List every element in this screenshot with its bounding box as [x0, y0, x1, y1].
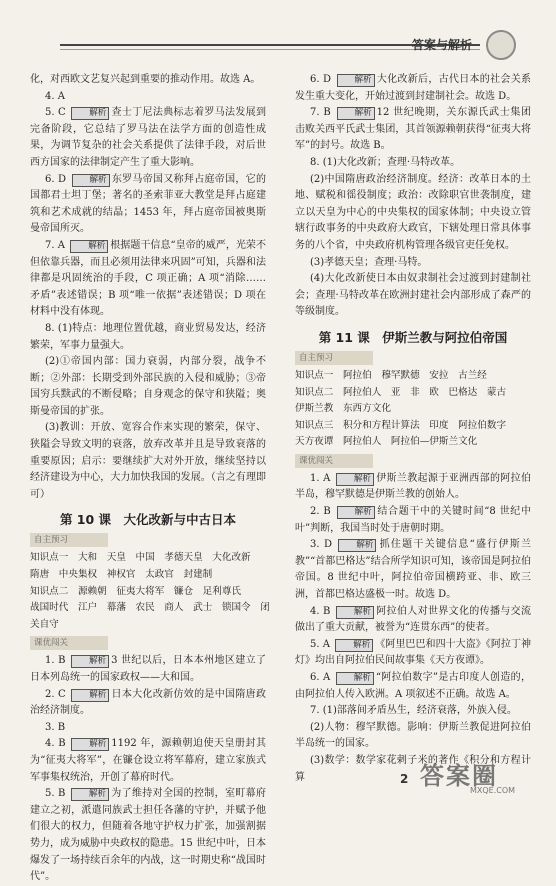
answer	[295, 105, 531, 155]
answer-number: 4. B	[310, 605, 331, 617]
answer-number: 6. A	[310, 672, 331, 683]
analysis-tag: 解析	[337, 74, 375, 87]
header-title: 答案与解析	[412, 38, 473, 52]
analysis-tag: 解析	[71, 689, 109, 702]
answer	[30, 238, 266, 321]
analysis-text: 《阿里巴巴和四十大盗》《阿拉丁神灯》均出自阿拉伯民间故事集《天方夜谭》。	[295, 638, 531, 667]
answer	[30, 687, 266, 720]
section-label: 课优闯关	[295, 454, 373, 468]
header-emblem-icon	[486, 30, 516, 60]
knowledge-point: 知识点二 阿拉伯人 亚 非 欧 巴格达 蒙古	[295, 386, 507, 398]
watermark-url: MXQE.COM	[470, 786, 516, 795]
answer-number: 3. D	[310, 539, 332, 551]
lesson-title: 第 10 课 大化改新与中古日本	[59, 512, 237, 528]
answer-number: 6. D	[310, 74, 332, 85]
analysis-tag: 解析	[337, 506, 375, 519]
analysis-text: 抓住题干关键信息“盛行伊斯兰教”“首都巴格达”结合所学知识可知，该帝国是阿拉伯帝国。8 世纪中叶，阿拉伯帝国横跨亚、非、欧三洲，首都巴格达盛极一时。故选 D。	[295, 539, 531, 601]
answer	[30, 105, 266, 171]
answer: (3)孝德天皇；查理·马特。	[310, 256, 428, 268]
answer	[30, 786, 266, 886]
answer: 7. (1)部落间矛盾丛生，经济衰落，外族入侵。	[310, 705, 517, 717]
answer-number: 1. B	[45, 655, 66, 667]
knowledge-point: 关自守	[30, 618, 59, 630]
section-label: 课优闯关	[30, 636, 108, 650]
analysis-text: 阿拉伯人对世界文化的传播与交流做出了重大贡献，被誉为“连贯东西”的使者。	[295, 605, 531, 634]
answer-number: 5. A	[310, 638, 330, 650]
analysis-text: 大化改新后，古代日本的社会关系发生重大变化，开始过渡到封建制社会。故选 D。	[295, 74, 531, 102]
knowledge-point: 战国时代 江户 幕藩 农民 商人 武士 锁国令 闭	[30, 602, 270, 614]
analysis-text: 根据题干信息“皇帝的威严，光荣不但依靠兵器，而且必须用法律来巩固”可知，兵器和法律都是巩固统治的手段，C 项正确；A 项“消除……矛盾”表述错误；B 项“唯一依据”表述错误；D 项在材料中没有体现。	[30, 239, 266, 318]
analysis-text: 日本大化改新仿效的是中国隋唐政治经济制度。	[30, 688, 267, 717]
answer-number: 6. D	[45, 173, 67, 185]
analysis-text: 结合题干中的关键时间“8 世纪中叶”判断，我国当时处于唐朝时期。	[295, 506, 531, 534]
analysis-tag: 解析	[336, 473, 374, 486]
answer: (4)大化改新使日本由奴隶制社会过渡到封建制社会；查理·马特改革在欧洲封建社会内部形成了森严的等级制度。	[295, 273, 531, 318]
answer	[295, 537, 531, 603]
knowledge-point: 知识点一 阿拉伯 穆罕默德 安拉 古兰经	[295, 369, 487, 381]
answer	[295, 504, 531, 537]
answer: (3)教训：开放、宽容合作来实现的繁荣，保守、狭隘会导致文明的衰落，放弃改革并且是导致衰落的重要原因；启示：要继续扩大对外开放，继续坚持以经济建设为中心，大力加快我国的发展。（言之有理即可）	[30, 422, 266, 500]
knowledge-point: 知识点三 积分和方程计算法 印度 阿拉伯数字	[295, 419, 507, 431]
analysis-tag: 解析	[338, 539, 376, 552]
analysis-tag: 解析	[71, 655, 109, 668]
paragraph: 化，对西欧文艺复兴起到重要的推动作用。故选 A。	[30, 74, 261, 85]
analysis-tag: 解析	[336, 672, 374, 685]
answer	[30, 736, 266, 786]
answer-number: 5. B	[45, 788, 66, 800]
answer	[30, 653, 266, 686]
analysis-text: “阿拉伯数字”是古印度人创造的，由阿拉伯人传入欧洲。A 项叙述不正确。故选 A。	[295, 672, 531, 700]
answer-number: 7. B	[310, 107, 331, 119]
page-number: 2	[400, 772, 409, 786]
analysis-tag: 解析	[336, 606, 374, 619]
answer	[295, 72, 531, 105]
analysis-text: 3 世纪以后，日本本州地区建立了日本列岛统一的国家政权——大和国。	[30, 655, 267, 683]
knowledge-point: 天方夜谭 阿拉伯人 阿拉伯—伊斯兰文化	[295, 436, 478, 448]
watermark-logo: 答案圈	[420, 762, 498, 790]
knowledge-point: 伊斯兰教 东西方文化	[295, 403, 391, 415]
answer	[295, 670, 531, 703]
analysis-text: 东罗马帝国又称拜占庭帝国，它的国都君士坦丁堡；著名的圣索菲亚大教堂是拜占庭建筑和艺术成就的结晶；1453 年，拜占庭帝国被奥斯曼帝国所灭。	[30, 173, 266, 235]
knowledge-point: 知识点二 源赖朝 征夷大将军 镰仓 足利尊氏	[30, 585, 242, 597]
answer	[295, 471, 531, 504]
answer: (3)数学：数学家花剌子米的著作《积分和方程计算	[295, 754, 531, 783]
answer: (2)人物：穆罕默德。影响：伊斯兰教促进阿拉伯半岛统一的国家。	[295, 721, 531, 750]
answer: 8. (1)特点：地理位置优越，商业贸易发达，经济繁荣，军事力量强大。	[30, 322, 266, 351]
analysis-tag: 解析	[71, 738, 109, 751]
answer-number: 4. B	[45, 738, 66, 750]
analysis-text: 查士丁尼法典标志着罗马法发展到完备阶段，它总结了罗马法在法学方面的创造性成果，为调节复杂的社会关系提供了法律手段，对后世西方国家的法律制定产生了重大影响。	[30, 107, 267, 168]
knowledge-point: 隋唐 中央集权 神权官 太政官 封建制	[30, 569, 213, 581]
analysis-tag: 解析	[70, 240, 108, 253]
analysis-tag: 解析	[71, 107, 109, 120]
analysis-tag: 解析	[335, 639, 373, 652]
analysis-tag: 解析	[337, 107, 375, 120]
answer: 8. (1)大化改新；查理·马特改革。	[310, 156, 461, 168]
answer-number: 2. B	[310, 506, 331, 518]
analysis-text: 伊斯兰教起源于亚洲西部的阿拉伯半岛，穆罕默德是伊斯兰教的创始人。	[295, 472, 531, 501]
analysis-text: 1192 年，源赖朝迫使天皇册封其为“征夷大将军”，在镰仓设立将军幕府，建立家族式军事集权统治，开创了幕府时代。	[30, 738, 266, 783]
answer-number: 2. C	[45, 688, 66, 700]
answer-number: 1. A	[310, 472, 331, 484]
section-label: 自主预习	[295, 351, 373, 365]
analysis-text: 为了维持对全国的控制，室町幕府建立之初，派遣同族武士担任各藩的守护，并赋予他们很大的权力，但随着各地守护权力扩张，加强割据势力，成为威胁中央政权的隐患。15 世纪中叶，日本爆发了一场持续百余年的内战，这一时期史称“战国时代”。	[30, 788, 266, 883]
answer	[30, 172, 266, 238]
answer: 3. B	[45, 721, 66, 733]
section-label: 自主预习	[30, 533, 108, 547]
right-column	[295, 72, 531, 786]
answer: (2)①帝国内部：国力衰弱，内部分裂，战争不断；②外部：长期受到外部民族的入侵和威胁；③帝国穷兵黩武的不断侵略；自身观念的保守和狭隘；奥斯曼帝国的扩张。	[30, 356, 266, 417]
answer	[295, 637, 531, 670]
knowledge-point: 知识点一 大和 天皇 中国 孝德天皇 大化改新	[30, 552, 251, 564]
answer: (2)中国隋唐政治经济制度。经济：改革日本的土地、赋税和徭役制度；政治：改除职官世袭制度，建立以天皇为中心的中央集权的国家体制；中央设立管辖行政事务的中央政府大政官，下辖处理日常具体事务的八个省，中央政府机构管理各级官吏任免权。	[295, 173, 531, 251]
analysis-text: 12 世纪晚期，关东源氏武士集团击败关西平氏武士集团，其首领源赖朝获得“征夷大将军”的封号。故选 B。	[295, 107, 532, 152]
left-column	[30, 72, 270, 886]
analysis-tag: 解析	[72, 174, 110, 187]
analysis-tag: 解析	[71, 788, 109, 801]
answer-number: 5. C	[45, 107, 66, 119]
answer: 4. A	[45, 90, 65, 102]
answer-number: 7. A	[45, 239, 65, 251]
answer	[295, 604, 531, 637]
lesson-title: 第 11 课 伊斯兰教与阿拉伯帝国	[318, 329, 508, 345]
